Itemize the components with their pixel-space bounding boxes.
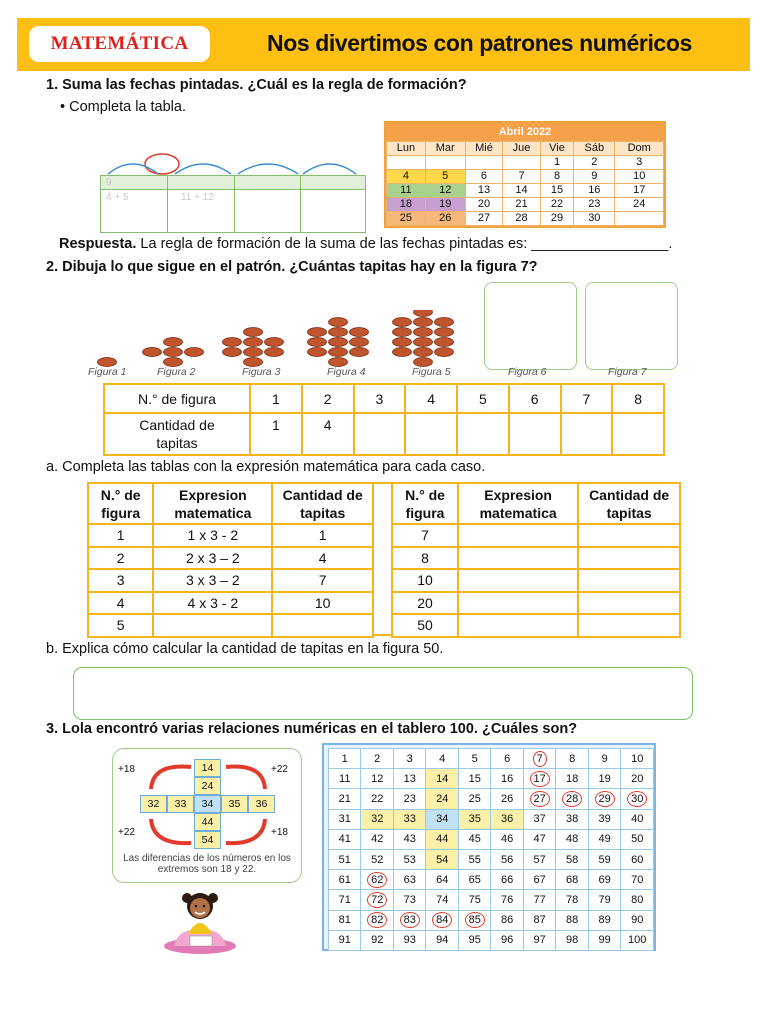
board-cell: 61 [329, 870, 361, 890]
bottle-cap [223, 338, 242, 347]
calendar-date: 27 [465, 212, 503, 226]
board-cell: 78 [556, 890, 589, 910]
bottle-cap [223, 348, 242, 357]
pattern-figure-cell: 2 [302, 384, 354, 413]
pattern-figure-cell: 3 [354, 384, 406, 413]
calendar-date: 11 [387, 184, 426, 198]
sum-cell-3: 11 + 12 [181, 192, 214, 203]
expression-table-cell: 10 [272, 592, 373, 615]
board-cell: 93 [393, 930, 426, 950]
calendar-date: 12 [425, 184, 465, 198]
answer-box[interactable] [73, 667, 693, 720]
board-cell: 73 [393, 890, 426, 910]
expression-table-cell: 1 [272, 524, 373, 547]
board-cell: 24 [426, 789, 459, 809]
calendar-date: 16 [574, 184, 615, 198]
calendar-date: 25 [387, 212, 426, 226]
board-cell: 96 [491, 930, 523, 950]
board-cell: 22 [361, 789, 394, 809]
calendar-date [387, 156, 426, 170]
calendar-date: 6 [465, 170, 503, 184]
bottle-cap [350, 328, 369, 337]
calendar-date: 8 [540, 170, 573, 184]
board-cell: 71 [329, 890, 361, 910]
question-a-title: a. Completa las tablas con la expresión matemática para cada caso. [46, 459, 486, 475]
question-2-title: 2. Dibuja lo que sigue en el patrón. ¿Cuántas tapitas hay en la figura 7? [46, 259, 538, 275]
calendar-date: 21 [503, 198, 541, 212]
board-cell: 1 [329, 749, 361, 769]
expression-table-cell[interactable] [458, 524, 578, 547]
expression-table-cell: 7 [272, 569, 373, 592]
board-cell: 85 [458, 910, 491, 930]
board-cell: 97 [523, 930, 556, 950]
board-cell: 82 [361, 910, 394, 930]
board-cell: 88 [556, 910, 589, 930]
expression-table-cell[interactable] [458, 592, 578, 615]
calendar-date: 29 [540, 212, 573, 226]
bottle-cap [350, 348, 369, 357]
board-cell: 70 [621, 870, 654, 890]
calendar-date: 1 [540, 156, 573, 170]
question-1-title: 1. Suma las fechas pintadas. ¿Cuál es la regla de formación? [46, 77, 467, 93]
pattern-count-cell[interactable] [354, 413, 406, 455]
calendar-date [465, 156, 503, 170]
pattern-count-cell[interactable] [457, 413, 509, 455]
board-cell: 37 [523, 809, 556, 829]
board-cell: 90 [621, 910, 654, 930]
cross-cell: 36 [248, 795, 275, 813]
calendar-date: 20 [465, 198, 503, 212]
pattern-figure-cell: 5 [457, 384, 509, 413]
cross-cell: 24 [194, 777, 221, 795]
calendar-date: 18 [387, 198, 426, 212]
bottle-caps-pattern [85, 310, 475, 372]
question-3-title: 3. Lola encontró varias relaciones numéricas en el tablero 100. ¿Cuáles son? [46, 721, 578, 737]
board-cell: 40 [621, 809, 654, 829]
cross-cell: 14 [194, 759, 221, 777]
board-cell: 84 [426, 910, 459, 930]
board-cell: 18 [556, 769, 589, 789]
board-cell: 77 [523, 890, 556, 910]
board-cell: 38 [556, 809, 589, 829]
expression-table-cell[interactable] [578, 547, 680, 570]
calendar-date: 5 [425, 170, 465, 184]
pattern-count-cell[interactable]: 4 [302, 413, 354, 455]
expression-table-header: Cantidad de tapitas [578, 483, 680, 524]
board-cell: 54 [426, 849, 459, 869]
board-cell: 52 [361, 849, 394, 869]
board-cell: 67 [523, 870, 556, 890]
calendar-day-header: Jue [503, 142, 541, 156]
calendar-title: Abril 2022 [386, 123, 664, 141]
bottle-cap [435, 338, 454, 347]
subject-badge: MATEMÁTICA [29, 26, 210, 62]
board-cell: 12 [361, 769, 394, 789]
calendar-date: 28 [503, 212, 541, 226]
board-cell: 29 [588, 789, 621, 809]
board-cell: 23 [393, 789, 426, 809]
sum-table [100, 175, 366, 233]
cross-cell: 44 [194, 813, 221, 831]
board-cell: 45 [458, 829, 491, 849]
bottle-cap [435, 328, 454, 337]
calendar-date: 30 [574, 212, 615, 226]
expression-table-cell: 3 x 3 – 2 [153, 569, 272, 592]
calendar-day-header: Mié [465, 142, 503, 156]
expression-table-cell[interactable] [458, 569, 578, 592]
calendar-day-header: Mar [425, 142, 465, 156]
figure-1-label: Figura 1 [88, 366, 127, 378]
bottle-cap [393, 348, 412, 357]
bottle-cap [329, 338, 348, 347]
figure-4-label: Figura 4 [327, 366, 366, 378]
board-cell: 63 [393, 870, 426, 890]
expression-table-header: Expresion matematica [153, 483, 272, 524]
board-cell: 27 [523, 789, 556, 809]
board-cell: 15 [458, 769, 491, 789]
expression-table-header: Cantidad de tapitas [272, 483, 373, 524]
board-cell: 48 [556, 829, 589, 849]
question-1-answer [59, 236, 672, 252]
pattern-count-cell[interactable] [405, 413, 457, 455]
board-cell: 74 [426, 890, 459, 910]
board-cell: 86 [491, 910, 523, 930]
board-cell: 65 [458, 870, 491, 890]
bottle-cap [164, 338, 183, 347]
board-cell: 14 [426, 769, 459, 789]
board-cell: 47 [523, 829, 556, 849]
pattern-figure-cell: 7 [561, 384, 613, 413]
expression-table-cell: 4 x 3 - 2 [153, 592, 272, 615]
cross-cell: 32 [140, 795, 167, 813]
board-cell: 4 [426, 749, 459, 769]
sum-cell-1: 9 [106, 177, 112, 188]
calendar-date: 13 [465, 184, 503, 198]
cross-label: +22 [271, 764, 288, 775]
calendar-date [615, 212, 664, 226]
board-cell: 99 [588, 930, 621, 950]
board-cell: 16 [491, 769, 523, 789]
board-cell: 83 [393, 910, 426, 930]
calendar-day-header: Dom [615, 142, 664, 156]
expression-table-cell: 10 [392, 569, 458, 592]
bottle-cap [244, 348, 263, 357]
board-cell: 53 [393, 849, 426, 869]
calendar-date: 24 [615, 198, 664, 212]
board-cell: 92 [361, 930, 394, 950]
board-cell: 75 [458, 890, 491, 910]
pattern-table [103, 383, 665, 456]
board-cell: 33 [393, 809, 426, 829]
expression-table-header: N.° de figura [392, 483, 458, 524]
board-cell: 5 [458, 749, 491, 769]
bottle-cap [164, 348, 183, 357]
board-cell: 7 [523, 749, 556, 769]
sum-cell-2: 4 + 5 [106, 192, 129, 203]
bottle-cap [185, 348, 204, 357]
calendar-date: 22 [540, 198, 573, 212]
cross-cell: 35 [221, 795, 248, 813]
cross-cell: 54 [194, 831, 221, 849]
board-cell: 64 [426, 870, 459, 890]
board-cell: 36 [491, 809, 523, 829]
pattern-figure-cell: 4 [405, 384, 457, 413]
bottle-cap [393, 318, 412, 327]
board-cell: 8 [556, 749, 589, 769]
expression-table-right [391, 482, 681, 638]
board-cell: 89 [588, 910, 621, 930]
table-separator [374, 482, 391, 636]
board-cell: 41 [329, 829, 361, 849]
bottle-cap [329, 348, 348, 357]
answer-text: La regla de formación de la suma de las fechas pintadas es: _________________. [140, 236, 673, 252]
pattern-figure-cell: 6 [509, 384, 561, 413]
figure-2-label: Figura 2 [157, 366, 196, 378]
expression-table-header: N.° de figura [88, 483, 153, 524]
bottle-cap [393, 328, 412, 337]
board-cell: 50 [621, 829, 654, 849]
hundred-board-grid [328, 748, 654, 951]
calendar-date: 4 [387, 170, 426, 184]
board-cell: 46 [491, 829, 523, 849]
bottle-cap [435, 318, 454, 327]
expression-table-cell: 3 [88, 569, 153, 592]
expression-table-header: Expresion matematica [458, 483, 578, 524]
bottle-cap [329, 318, 348, 327]
board-cell: 26 [491, 789, 523, 809]
bottle-cap [435, 348, 454, 357]
expression-table-cell[interactable] [458, 547, 578, 570]
cross-caption: Las diferencias de los números en los extremos son 18 y 22. [123, 853, 291, 875]
board-cell: 10 [621, 749, 654, 769]
bottle-cap [308, 328, 327, 337]
board-cell: 100 [621, 930, 654, 950]
expression-table-cell: 20 [392, 592, 458, 615]
board-cell: 60 [621, 849, 654, 869]
bottle-cap [308, 338, 327, 347]
expression-table-cell: 4 [88, 592, 153, 615]
board-cell: 58 [556, 849, 589, 869]
board-cell: 42 [361, 829, 394, 849]
pattern-figure-cell: 8 [612, 384, 664, 413]
calendar-day-header: Lun [387, 142, 426, 156]
calendar-date: 23 [574, 198, 615, 212]
bottle-cap [414, 310, 433, 317]
board-cell: 25 [458, 789, 491, 809]
expression-table-cell[interactable] [272, 614, 373, 637]
girl-reading-illustration [160, 886, 240, 956]
board-cell: 39 [588, 809, 621, 829]
figure-3-label: Figura 3 [242, 366, 281, 378]
bottle-cap [393, 338, 412, 347]
expression-table-cell: 2 x 3 – 2 [153, 547, 272, 570]
cross-label: +22 [118, 827, 135, 838]
board-cell: 49 [588, 829, 621, 849]
expression-table-cell[interactable] [153, 614, 272, 637]
pattern-table-header-figure: N.° de figura [104, 384, 250, 413]
board-cell: 31 [329, 809, 361, 829]
expression-table-cell: 4 [272, 547, 373, 570]
board-cell: 35 [458, 809, 491, 829]
expression-table-left [87, 482, 374, 638]
cross-label: +18 [118, 764, 135, 775]
calendar-date [503, 156, 541, 170]
board-cell: 9 [588, 749, 621, 769]
board-cell: 20 [621, 769, 654, 789]
board-cell: 72 [361, 890, 394, 910]
board-cell: 17 [523, 769, 556, 789]
expression-table-cell: 1 [88, 524, 153, 547]
calendar-date: 9 [574, 170, 615, 184]
calendar-date: 2 [574, 156, 615, 170]
board-cell: 32 [361, 809, 394, 829]
board-cell: 95 [458, 930, 491, 950]
board-cell: 13 [393, 769, 426, 789]
board-cell: 87 [523, 910, 556, 930]
figure-7-box[interactable] [585, 282, 678, 370]
bottle-cap [244, 328, 263, 337]
cross-diagram [112, 748, 302, 883]
expression-table-cell[interactable] [578, 524, 680, 547]
bottle-cap [414, 328, 433, 337]
board-cell: 43 [393, 829, 426, 849]
question-1-instruction: • Completa la tabla. [60, 99, 186, 115]
bottle-cap [143, 348, 162, 357]
calendar-date: 10 [615, 170, 664, 184]
calendar-day-header: Vie [540, 142, 573, 156]
calendar-date: 7 [503, 170, 541, 184]
pattern-count-cell[interactable] [612, 413, 664, 455]
bottle-cap [329, 328, 348, 337]
board-cell: 81 [329, 910, 361, 930]
figure-7-label: Figura 7 [608, 366, 647, 378]
board-cell: 3 [393, 749, 426, 769]
calendar-grid [386, 141, 664, 226]
board-cell: 69 [588, 870, 621, 890]
hundred-board [322, 743, 656, 951]
bottle-cap [414, 348, 433, 357]
board-cell: 28 [556, 789, 589, 809]
board-cell: 66 [491, 870, 523, 890]
bottle-cap [265, 338, 284, 347]
calendar-date: 19 [425, 198, 465, 212]
cross-cell: 33 [167, 795, 194, 813]
april-calendar [384, 121, 666, 228]
bottle-cap [265, 348, 284, 357]
board-cell: 56 [491, 849, 523, 869]
board-cell: 34 [426, 809, 459, 829]
expression-table-cell[interactable] [578, 614, 680, 637]
board-cell: 62 [361, 870, 394, 890]
cross-label: +18 [271, 827, 288, 838]
bottle-cap [414, 318, 433, 327]
expression-table-cell: 7 [392, 524, 458, 547]
board-cell: 57 [523, 849, 556, 869]
page-title: Nos divertimos con patrones numéricos [267, 30, 692, 56]
pattern-table-header-count: Cantidad de tapitas [104, 413, 250, 455]
bottle-cap [308, 348, 327, 357]
figure-6-label: Figura 6 [508, 366, 547, 378]
answer-label: Respuesta. [59, 236, 137, 252]
figure-6-box[interactable] [484, 282, 577, 370]
board-cell: 2 [361, 749, 394, 769]
expression-table-cell: 8 [392, 547, 458, 570]
expression-table-cell[interactable] [578, 592, 680, 615]
board-cell: 30 [621, 789, 654, 809]
expression-table-cell: 50 [392, 614, 458, 637]
board-cell: 98 [556, 930, 589, 950]
calendar-date: 14 [503, 184, 541, 198]
calendar-date: 26 [425, 212, 465, 226]
expression-table-cell: 1 x 3 - 2 [153, 524, 272, 547]
pattern-figure-cell: 1 [250, 384, 302, 413]
board-cell: 68 [556, 870, 589, 890]
question-b-title: b. Explica cómo calcular la cantidad de tapitas en la figura 50. [46, 641, 444, 657]
board-cell: 19 [588, 769, 621, 789]
board-cell: 51 [329, 849, 361, 869]
board-cell: 55 [458, 849, 491, 869]
board-cell: 21 [329, 789, 361, 809]
board-cell: 44 [426, 829, 459, 849]
expression-table-cell: 2 [88, 547, 153, 570]
board-cell: 91 [329, 930, 361, 950]
bottle-cap [244, 338, 263, 347]
board-cell: 59 [588, 849, 621, 869]
board-cell: 6 [491, 749, 523, 769]
board-cell: 94 [426, 930, 459, 950]
expression-table-cell: 5 [88, 614, 153, 637]
figure-5-label: Figura 5 [412, 366, 451, 378]
board-cell: 11 [329, 769, 361, 789]
calendar-date: 15 [540, 184, 573, 198]
expression-table-cell[interactable] [578, 569, 680, 592]
cross-cell: 34 [194, 795, 221, 813]
board-cell: 80 [621, 890, 654, 910]
pattern-count-cell[interactable] [509, 413, 561, 455]
calendar-date: 17 [615, 184, 664, 198]
bottle-cap [350, 338, 369, 347]
bottle-cap [414, 338, 433, 347]
calendar-day-header: Sáb [574, 142, 615, 156]
pattern-count-cell[interactable]: 1 [250, 413, 302, 455]
board-cell: 76 [491, 890, 523, 910]
calendar-date: 3 [615, 156, 664, 170]
board-cell: 79 [588, 890, 621, 910]
calendar-date [425, 156, 465, 170]
pattern-count-cell[interactable] [561, 413, 613, 455]
expression-table-cell[interactable] [458, 614, 578, 637]
